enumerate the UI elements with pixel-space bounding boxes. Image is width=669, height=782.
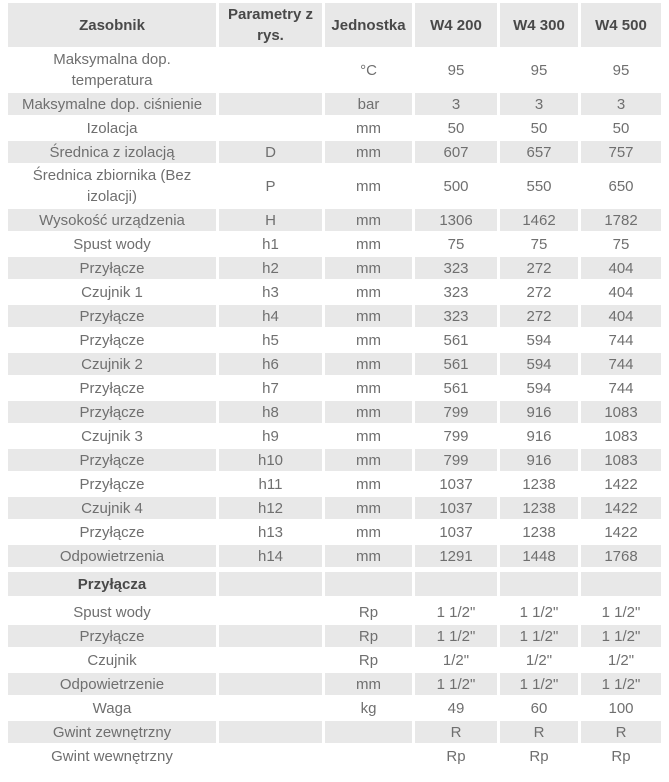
table-row (8, 257, 661, 279)
cell-w4-200: 1037 (415, 497, 497, 519)
cell-label: Przyłącze (8, 625, 216, 647)
cell-w4-500: 1422 (581, 497, 661, 519)
cell-w4-200: 799 (415, 401, 497, 423)
cell-param: h5 (262, 331, 279, 349)
cell-param: h10 (219, 449, 322, 471)
cell-w4-500: 3 (581, 93, 661, 115)
table-row (8, 49, 661, 91)
cell-unit: mm (356, 331, 381, 349)
column-header-label: Zasobnik (8, 3, 216, 47)
cell-w4-500: 1/2" (607, 651, 635, 669)
cell-label: Przyłącze (8, 305, 216, 327)
table-row (8, 545, 661, 567)
section-gap-cell (8, 569, 661, 570)
table-row (8, 521, 661, 543)
cell-param: h2 (219, 257, 322, 279)
cell-w4-500: R (581, 721, 661, 743)
cell-param: h3 (262, 283, 279, 301)
cell-w4-300: 1 1/2" (500, 625, 578, 647)
cell-w4-500: 404 (608, 283, 634, 301)
cell-w4-200: 3 (415, 93, 497, 115)
column-header-w4-300: W4 300 (500, 3, 578, 47)
cell-w4-200: 50 (447, 119, 465, 137)
cell-unit (325, 745, 412, 767)
cell-w4-200: 561 (415, 353, 497, 375)
cell-w4-200: 561 (443, 379, 469, 397)
cell-w4-300: 657 (500, 141, 578, 163)
column-header-unit: Jednostka (325, 3, 412, 47)
cell-w4-200: 95 (447, 61, 465, 79)
cell-w4-500: Rp (611, 747, 631, 765)
section-gap-cell (8, 598, 661, 599)
cell-w4-300: 1448 (500, 545, 578, 567)
cell-label: Czujnik 2 (8, 353, 216, 375)
cell-param (219, 745, 322, 767)
cell-param: h12 (219, 497, 322, 519)
cell-w4-300: 272 (500, 305, 578, 327)
cell-w4-200: 799 (415, 449, 497, 471)
cell-w4-300: 594 (526, 331, 552, 349)
cell-w4-500: 1422 (604, 475, 638, 493)
cell-unit: Rp (358, 603, 379, 621)
cell-label: Odpowietrzenie (8, 673, 216, 695)
cell-w4-500: 100 (608, 699, 634, 717)
cell-w4-300: 75 (530, 235, 548, 253)
cell-param: h9 (262, 427, 279, 445)
cell-w4-200: 1291 (415, 545, 497, 567)
cell-w4-500: 1 1/2" (581, 625, 661, 647)
cell-w4-200: 1 1/2" (415, 673, 497, 695)
cell-param: h14 (219, 545, 322, 567)
cell-param: h13 (257, 523, 284, 541)
cell-param (219, 49, 322, 91)
cell-unit: mm (325, 449, 412, 471)
cell-label: Czujnik 3 (81, 427, 143, 445)
cell-w4-300: 272 (500, 257, 578, 279)
cell-label: Spust wody (73, 235, 151, 253)
section-row (8, 572, 661, 596)
cell-w4-200: 799 (443, 427, 469, 445)
table-head (8, 3, 661, 47)
cell-label: Spust wody (73, 603, 151, 621)
cell-unit: mm (356, 475, 381, 493)
table-row (8, 281, 661, 303)
cell-w4-500: 95 (612, 61, 630, 79)
cell-w4-300: 1 1/2" (519, 603, 559, 621)
cell-unit: Rp (325, 625, 412, 647)
cell-param (219, 625, 322, 647)
cell-w4-200: 1 1/2" (436, 603, 476, 621)
cell-label: Maksymalna dop. temperatura (53, 51, 171, 89)
cell-w4-200 (415, 572, 497, 596)
table-row (8, 329, 661, 351)
cell-w4-500: 404 (581, 305, 661, 327)
cell-label: Średnica zbiornika (Bez izolacji) (32, 167, 192, 205)
cell-label: Maksymalne dop. ciśnienie (8, 93, 216, 115)
table-row (8, 93, 661, 115)
table-row (8, 745, 661, 767)
cell-param (219, 721, 322, 743)
cell-w4-200: 75 (447, 235, 465, 253)
cell-param (219, 572, 322, 596)
cell-unit: mm (356, 235, 381, 253)
cell-w4-300: 50 (530, 119, 548, 137)
section-gap (8, 569, 661, 570)
cell-unit (325, 721, 412, 743)
table-row (8, 721, 661, 743)
cell-unit: mm (356, 119, 381, 137)
cell-unit (325, 572, 412, 596)
cell-unit: °C (360, 61, 377, 79)
cell-w4-300: R (500, 721, 578, 743)
cell-param (219, 93, 322, 115)
table-row (8, 401, 661, 423)
table-row (8, 209, 661, 231)
cell-w4-200: 323 (415, 257, 497, 279)
cell-w4-200: 607 (415, 141, 497, 163)
cell-unit: mm (356, 523, 381, 541)
cell-param: h1 (262, 235, 279, 253)
cell-w4-200: 323 (443, 283, 469, 301)
cell-w4-300: 1462 (500, 209, 578, 231)
header-row (8, 3, 661, 47)
column-header-param: Parametry z rys. (219, 3, 322, 47)
cell-unit: mm (325, 497, 412, 519)
cell-unit: mm (325, 353, 412, 375)
cell-label: Przyłącze (79, 331, 145, 349)
column-header-w4-200: W4 200 (415, 3, 497, 47)
cell-unit: mm (356, 283, 381, 301)
cell-label: Gwint wewnętrzny (51, 747, 173, 765)
table-row (8, 377, 661, 399)
cell-w4-500: 1083 (581, 401, 661, 423)
table-body (8, 49, 661, 767)
cell-w4-500: 744 (608, 379, 634, 397)
cell-w4-200: 1 1/2" (415, 625, 497, 647)
table-row (8, 305, 661, 327)
cell-w4-500: 1768 (581, 545, 661, 567)
cell-w4-200: 1037 (439, 523, 473, 541)
table-row (8, 449, 661, 471)
cell-w4-300: 95 (530, 61, 548, 79)
cell-w4-300: 3 (500, 93, 578, 115)
cell-param (219, 673, 322, 695)
cell-w4-300: 916 (500, 401, 578, 423)
table-row (8, 141, 661, 163)
cell-unit: mm (325, 209, 412, 231)
cell-w4-300: 1238 (522, 475, 556, 493)
cell-label: Przyłącze (8, 401, 216, 423)
cell-unit: Rp (358, 651, 379, 669)
table-row (8, 625, 661, 647)
cell-label: Czujnik (87, 651, 137, 669)
table-row (8, 649, 661, 671)
cell-unit: mm (325, 673, 412, 695)
table-row (8, 353, 661, 375)
spec-table (5, 1, 664, 769)
cell-label: Przyłącze (8, 449, 216, 471)
table-row (8, 117, 661, 139)
cell-w4-200: 1306 (415, 209, 497, 231)
cell-w4-500: 50 (612, 119, 630, 137)
cell-w4-500: 1 1/2" (601, 603, 641, 621)
table-row (8, 425, 661, 447)
cell-w4-500: 1782 (581, 209, 661, 231)
section-gap (8, 598, 661, 599)
cell-label: Przyłącze (79, 523, 145, 541)
table-row (8, 497, 661, 519)
cell-w4-500: 744 (581, 353, 661, 375)
cell-param: h11 (258, 475, 283, 493)
cell-w4-500: 650 (608, 177, 634, 195)
table-row (8, 233, 661, 255)
cell-w4-200: 323 (415, 305, 497, 327)
cell-param: h8 (219, 401, 322, 423)
cell-unit: mm (325, 141, 412, 163)
cell-label: Przyłącze (8, 257, 216, 279)
cell-label: Przyłącze (79, 379, 145, 397)
cell-unit: mm (325, 305, 412, 327)
cell-param: h6 (219, 353, 322, 375)
cell-w4-500: 404 (581, 257, 661, 279)
cell-w4-300: 1/2" (525, 651, 553, 669)
cell-w4-500: 757 (581, 141, 661, 163)
cell-w4-500 (581, 572, 661, 596)
cell-label: Czujnik 4 (8, 497, 216, 519)
cell-w4-200: 1/2" (442, 651, 470, 669)
cell-w4-300: Rp (529, 747, 549, 765)
cell-param (219, 601, 322, 623)
cell-w4-500: 744 (608, 331, 634, 349)
cell-w4-500: 1 1/2" (581, 673, 661, 695)
cell-w4-300 (500, 572, 578, 596)
cell-unit: kg (360, 699, 377, 717)
cell-param: h4 (219, 305, 322, 327)
cell-unit: mm (356, 177, 381, 195)
cell-w4-300: 550 (526, 177, 552, 195)
cell-unit: bar (325, 93, 412, 115)
table-row (8, 673, 661, 695)
cell-w4-200: 500 (443, 177, 469, 195)
cell-label: Czujnik 1 (81, 283, 143, 301)
cell-w4-500: 75 (612, 235, 630, 253)
cell-unit: mm (356, 427, 381, 445)
cell-w4-500: 1083 (581, 449, 661, 471)
cell-w4-300: 1 1/2" (500, 673, 578, 695)
table-row (8, 697, 661, 719)
cell-w4-300: 916 (526, 427, 552, 445)
cell-w4-300: 1238 (500, 497, 578, 519)
cell-param (219, 117, 322, 139)
cell-param: P (265, 177, 276, 195)
column-header-w4-500: W4 500 (581, 3, 661, 47)
cell-unit: mm (325, 545, 412, 567)
cell-w4-500: 1422 (604, 523, 638, 541)
cell-unit: mm (356, 379, 381, 397)
cell-w4-300: 594 (526, 379, 552, 397)
cell-label: Przyłącze (79, 475, 145, 493)
cell-param: D (219, 141, 322, 163)
cell-label: Waga (92, 699, 132, 717)
cell-label: Wysokość urządzenia (8, 209, 216, 231)
cell-w4-300: 916 (500, 449, 578, 471)
cell-w4-500: 1083 (604, 427, 638, 445)
cell-w4-200: 561 (443, 331, 469, 349)
cell-w4-300: 1238 (522, 523, 556, 541)
table-row (8, 601, 661, 623)
table-row (8, 473, 661, 495)
cell-label: Izolacja (86, 119, 138, 137)
cell-w4-300: 594 (500, 353, 578, 375)
cell-label: Średnica z izolacją (8, 141, 216, 163)
table-row (8, 165, 661, 207)
cell-w4-200: R (415, 721, 497, 743)
cell-param (219, 649, 322, 671)
cell-w4-300: 60 (530, 699, 548, 717)
cell-param: h7 (262, 379, 279, 397)
cell-w4-200: 49 (447, 699, 465, 717)
cell-label: Odpowietrzenia (8, 545, 216, 567)
cell-param: H (219, 209, 322, 231)
cell-unit: mm (325, 257, 412, 279)
cell-label: Gwint zewnętrzny (8, 721, 216, 743)
cell-label: Przyłącza (8, 572, 216, 596)
cell-w4-200: Rp (446, 747, 466, 765)
cell-param (219, 697, 322, 719)
cell-w4-200: 1037 (439, 475, 473, 493)
cell-unit: mm (325, 401, 412, 423)
cell-w4-300: 272 (526, 283, 552, 301)
